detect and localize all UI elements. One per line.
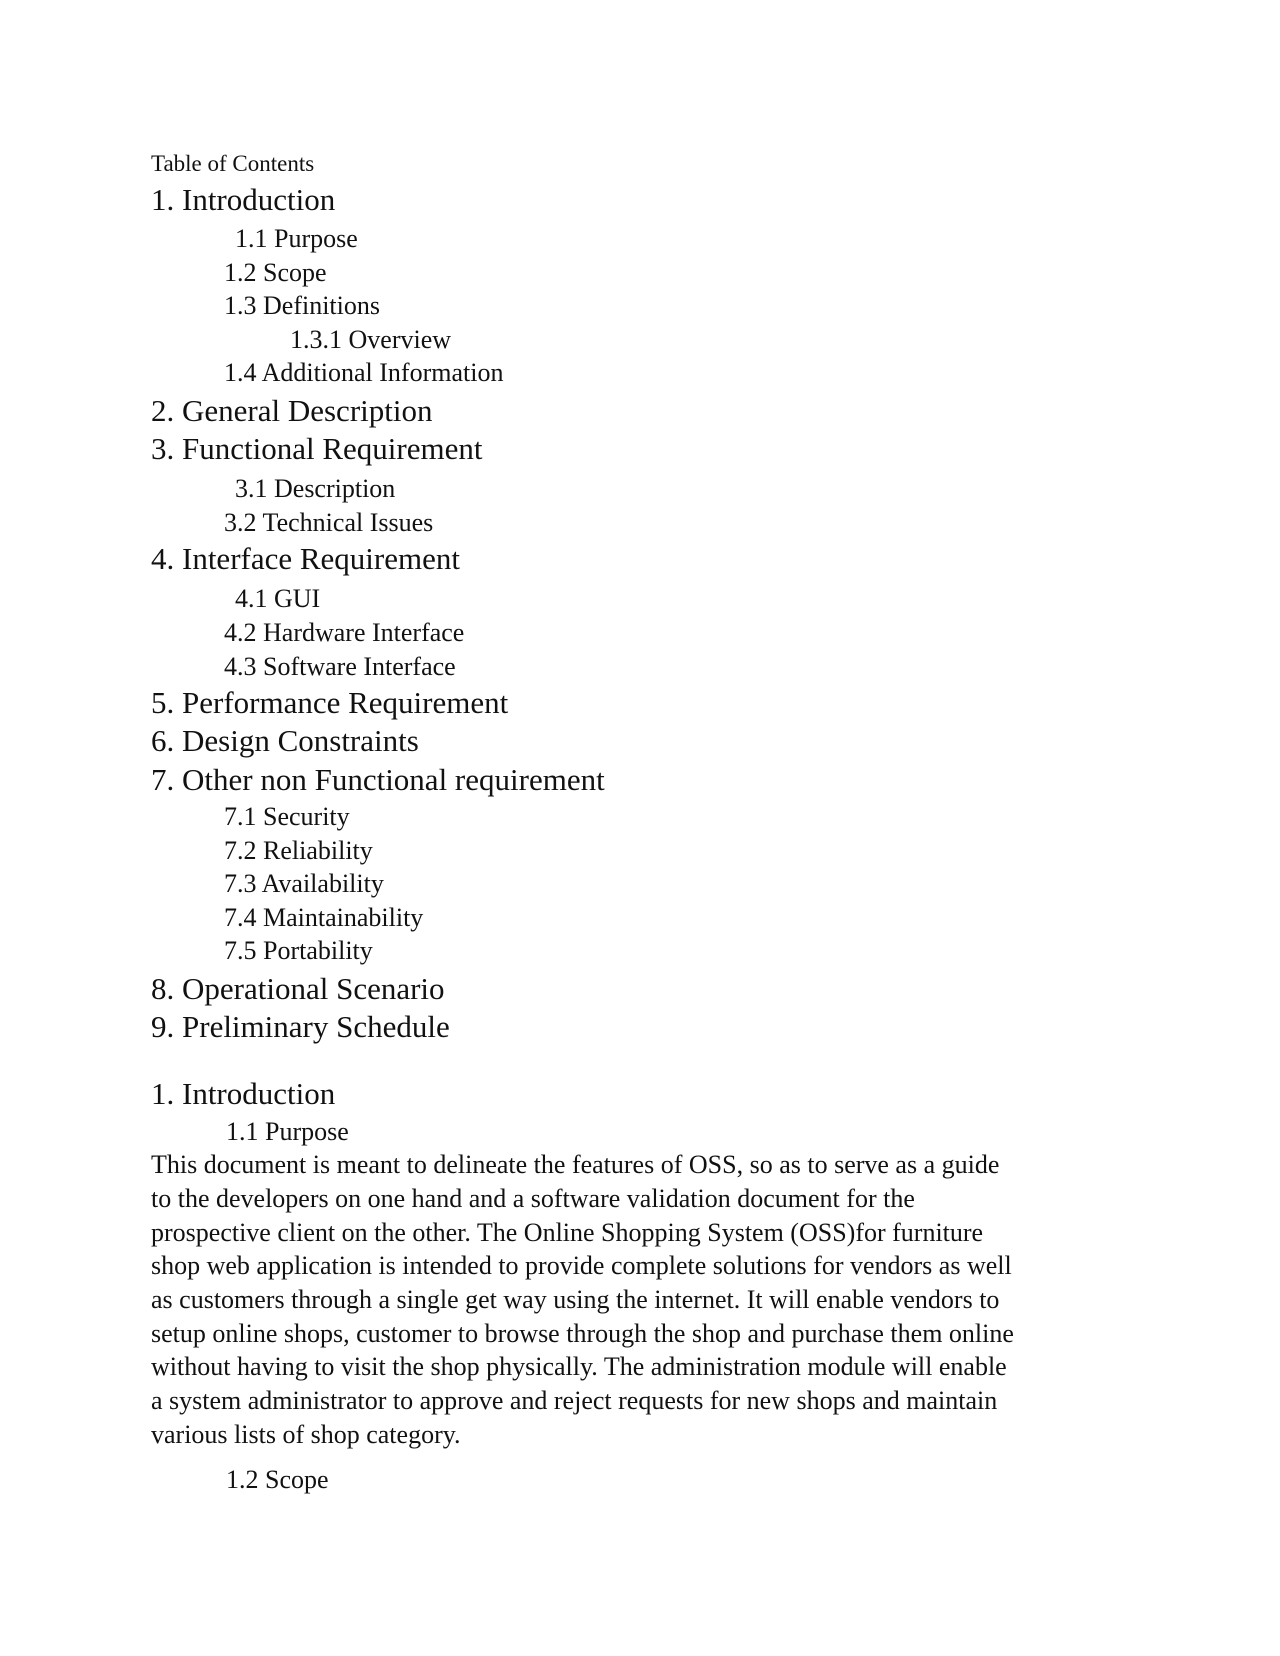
toc-entry-1-3-1: 1.3.1 Overview <box>290 325 452 354</box>
toc-entry-4-1: 4.1 GUI <box>235 584 321 613</box>
toc-entry-3: 3. Functional Requirement <box>151 431 483 466</box>
toc-entry-1-1: 1.1 Purpose <box>235 224 358 253</box>
purpose-paragraph-line: without having to visit the shop physically. The administration module will enable <box>151 1352 1007 1381</box>
toc-entry-1-3: 1.3 Definitions <box>224 291 380 320</box>
toc-entry-7-2: 7.2 Reliability <box>224 836 373 865</box>
toc-title: Table of Contents <box>151 151 315 176</box>
toc-entry-4-3: 4.3 Software Interface <box>224 652 456 681</box>
purpose-paragraph-line: setup online shops, customer to browse through the shop and purchase them online <box>151 1319 1014 1348</box>
subsection-heading-purpose: 1.1 Purpose <box>226 1117 349 1146</box>
toc-entry-9: 9. Preliminary Schedule <box>151 1009 450 1044</box>
toc-entry-4-2: 4.2 Hardware Interface <box>224 618 465 647</box>
toc-entry-7-3: 7.3 Availability <box>224 869 384 898</box>
toc-entry-8: 8. Operational Scenario <box>151 971 445 1006</box>
toc-entry-4: 4. Interface Requirement <box>151 541 460 576</box>
purpose-paragraph-line: various lists of shop category. <box>151 1420 461 1449</box>
toc-entry-1: 1. Introduction <box>151 182 336 217</box>
subsection-heading-scope: 1.2 Scope <box>226 1465 329 1494</box>
toc-entry-5: 5. Performance Requirement <box>151 685 509 720</box>
purpose-paragraph-line: as customers through a single get way using the internet. It will enable vendors to <box>151 1285 1000 1314</box>
toc-entry-2: 2. General Description <box>151 393 433 428</box>
purpose-paragraph-line: to the developers on one hand and a software validation document for the <box>151 1184 915 1213</box>
toc-entry-6: 6. Design Constraints <box>151 723 419 758</box>
toc-entry-7-4: 7.4 Maintainability <box>224 903 424 932</box>
toc-entry-7-5: 7.5 Portability <box>224 936 373 965</box>
toc-entry-7-1: 7.1 Security <box>224 802 350 831</box>
section-heading-introduction: 1. Introduction <box>151 1076 336 1111</box>
purpose-paragraph-line: shop web application is intended to provide complete solutions for vendors as well <box>151 1251 1012 1280</box>
purpose-paragraph-line: This document is meant to delineate the features of OSS, so as to serve as a guide <box>151 1150 1000 1179</box>
toc-entry-1-2: 1.2 Scope <box>224 258 327 287</box>
purpose-paragraph-line: prospective client on the other. The Online Shopping System (OSS)for furniture <box>151 1218 984 1247</box>
toc-entry-1-4: 1.4 Additional Information <box>224 358 504 387</box>
toc-entry-3-1: 3.1 Description <box>235 474 396 503</box>
purpose-paragraph-line: a system administrator to approve and reject requests for new shops and maintain <box>151 1386 998 1415</box>
toc-entry-3-2: 3.2 Technical Issues <box>224 508 434 537</box>
toc-entry-7: 7. Other non Functional requirement <box>151 762 605 797</box>
